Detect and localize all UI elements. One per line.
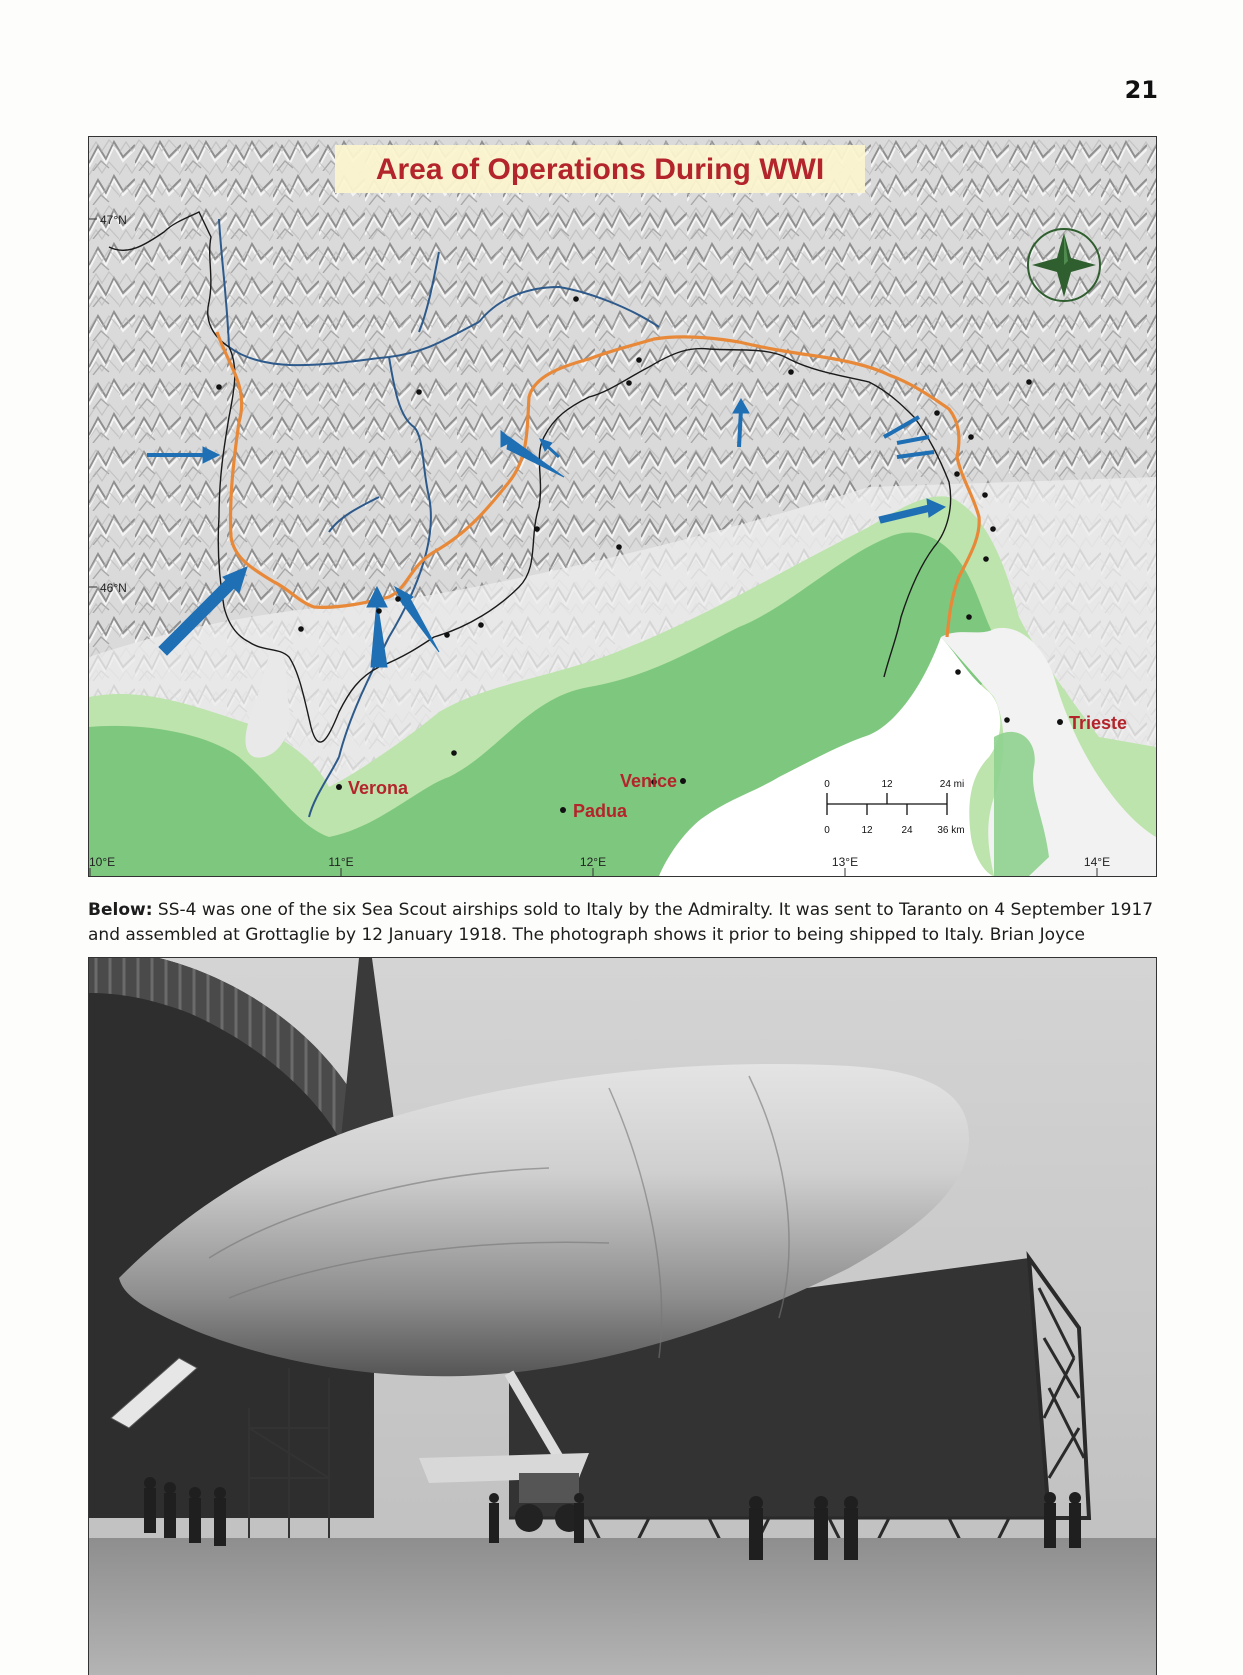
city-label-padua: Padua — [573, 801, 628, 821]
svg-text:24: 24 — [901, 825, 913, 836]
latitude-label-47n: 47°N — [100, 213, 127, 227]
svg-text:36 km: 36 km — [937, 825, 965, 836]
compass-rose-icon — [1028, 229, 1100, 301]
longitude-label-12e: 12°E — [579, 855, 607, 869]
svg-text:24 mi: 24 mi — [939, 779, 965, 790]
city-label-trieste: Trieste — [1069, 713, 1128, 733]
caption-lead: Below: — [88, 900, 153, 920]
longitude-label-10e: 10°E — [89, 855, 116, 869]
map-figure — [88, 136, 1157, 877]
svg-text:0: 0 — [824, 779, 830, 790]
svg-text:0: 0 — [824, 825, 830, 836]
map-title: Area of Operations During WWI — [375, 153, 825, 186]
photo-caption — [88, 898, 1158, 948]
longitude-label-13e: 13°E — [831, 855, 859, 869]
city-label-verona: Verona — [348, 778, 409, 798]
latitude-label-46n: 46°N — [100, 581, 127, 595]
svg-text:12: 12 — [881, 779, 893, 790]
caption-text: SS-4 was one of the six Sea Scout airships sold to Italy by the Admiralty. It was sent to Taranto on 4 September 1917 and assembled at Grottaglie by 12 January 1918. The photograph shows it prior to being shipped to Italy. Brian Joyce — [88, 900, 1154, 945]
city-label-venice: Venice — [619, 771, 677, 791]
airfield-ground — [89, 1538, 1156, 1675]
longitude-label-11e: 11°E — [328, 855, 354, 869]
svg-text:12: 12 — [861, 825, 873, 836]
page-number: 21 — [1124, 76, 1158, 104]
airship-photograph — [88, 957, 1157, 1675]
longitude-label-14e: 14°E — [1083, 855, 1111, 869]
